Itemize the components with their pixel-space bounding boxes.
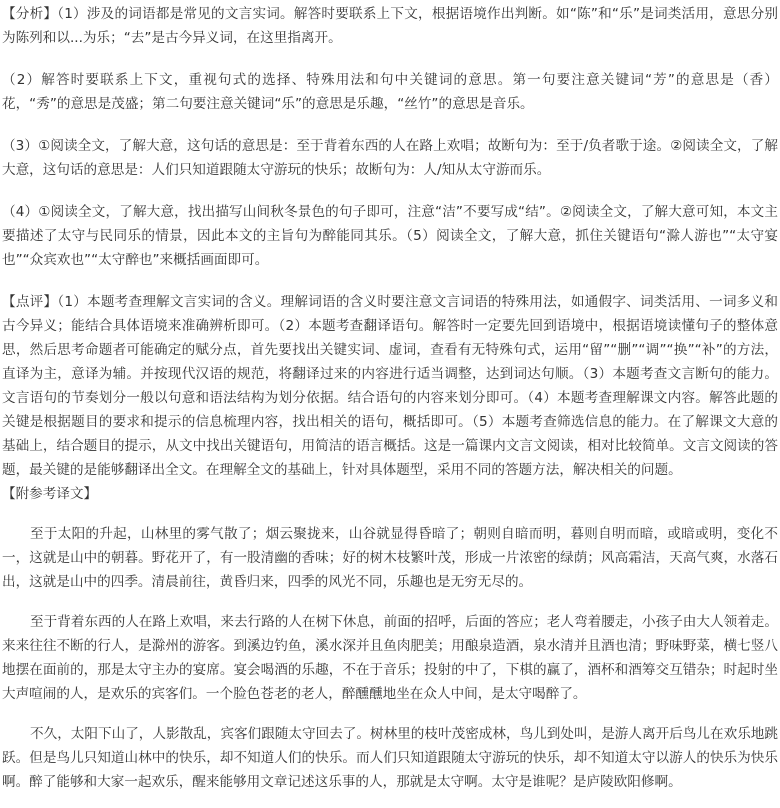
- analysis-paragraph-2: （2）解答时要联系上下文，重视句式的选择、特殊用法和句中关键词的意思。第一句要注意关键词“芳”的意思是（香）花，“秀”的意思是茂盛；第二句要注意关键词“乐”的意思是乐趣，“丝竹”的意思是音乐。: [2, 72, 778, 112]
- analysis-paragraph-1: 【分析】（1）涉及的词语都是常见的文言实词。解答时要联系上下文，根据语境作出判断。如“陈”和“乐”是词类活用，意思分别为陈列和以...为乐；“去”是古今异义词，在这里指离开。: [2, 6, 778, 46]
- translation-paragraph-3: 不久，太阳下山了，人影散乱，宾客们跟随太守回去了。树林里的枝叶茂密成林，鸟儿到处叫，是游人离开后鸟儿在欢乐地跳跃。但是鸟儿只知道山林中的快乐，却不知道人们的快乐。而人们只知道跟随太守游玩的快乐，却不知道太守以游人的快乐为快乐啊。醉了能够和大家一起欢乐，醒来能够用文章记述这乐事的人，那就是太守啊。太守是谁呢？是庐陵欧阳修啊。: [2, 726, 778, 790]
- translation-paragraph-2: 至于背着东西的人在路上欢唱，来去行路的人在树下休息，前面的招呼，后面的答应；老人弯着腰走，小孩子由大人领着走。来来往往不断的行人，是滁州的游客。到溪边钓鱼，溪水深并且鱼肉肥美；用酿泉造酒，泉水清并且酒也清；野味野菜，横七竖八地摆在面前的，那是太守主办的宴席。宴会喝酒的乐趣，不在于音乐；投射的中了，下棋的赢了，酒杯和酒筹交互错杂；时起时坐大声喧闹的人，是欢乐的宾客们。一个脸色苍老的老人，醉醺醺地坐在众人中间，是太守喝醉了。: [2, 614, 778, 702]
- translation-label: 【附参考译文】: [2, 486, 98, 502]
- comment-paragraph: 【点评】（1）本题考查理解文言实词的含义。理解词语的含义时要注意文言词语的特殊用法，如通假字、词类活用、一词多义和古今异义；能结合具体语境来准确辨析即可。（2）本题考查翻译语句。解答时一定要先回到语境中，根据语境读懂句子的整体意思，然后思考命题者可能确定的赋分点，首先要找出关键实词、虚词，查看有无特殊句式，运用“留”“删”“调”“换”“补”的方法，直译为主，意译为辅。并按现代汉语的规范，将翻译过来的内容进行适当调整，达到词达句顺。（3）本题考查文言断句的能力。文言语句的节奏划分一般以句意和语法结构为划分依据。结合语句的内容来划分即可。（4）本题考查理解课文内容。解答此题的关键是根据题目的要求和提示的信息梳理内容，找出相关的语句，概括即可。（5）本题考查筛选信息的能力。在了解课文大意的基础上，结合题目的提示，从文中找出关键语句，用简洁的语言概括。这是一篇课内文言文阅读，相对比较简单。文言文阅读的答题，最关键的是能够翻译出全文。在理解全文的基础上，针对具体题型，采用不同的答题方法，解决相关的问题。: [2, 294, 778, 478]
- translation-paragraph-1: 至于太阳的升起，山林里的雾气散了；烟云聚拢来，山谷就显得昏暗了；朝则自暗而明，暮则自明而暗，或暗或明，变化不一，这就是山中的朝暮。野花开了，有一股清幽的香味；好的树木枝繁叶茂，形成一片浓密的绿荫；风高霜洁，天高气爽，水落石出，这就是山中的四季。清晨前往，黄昏归来，四季的风光不同，乐趣也是无穷无尽的。: [2, 526, 778, 590]
- analysis-paragraph-4: （4）①阅读全文，了解大意，找出描写山间秋冬景色的句子即可，注意“洁”不要写成“结”。②阅读全文，了解大意可知，本文主要描述了太守与民同乐的情景，因此本文的主旨句为醉能同其乐。（5）阅读全文，了解大意，抓住关键语句“滁人游也”“太守宴也”“众宾欢也”“太守醉也”来概括画面即可。: [2, 204, 778, 268]
- analysis-paragraph-3: （3）①阅读全文，了解大意，这句话的意思是：至于背着东西的人在路上欢唱；故断句为：至于/负者歌于途。②阅读全文，了解大意，这句话的意思是：人们只知道跟随太守游玩的快乐；故断句为：人/知从太守游而乐。: [2, 138, 778, 178]
